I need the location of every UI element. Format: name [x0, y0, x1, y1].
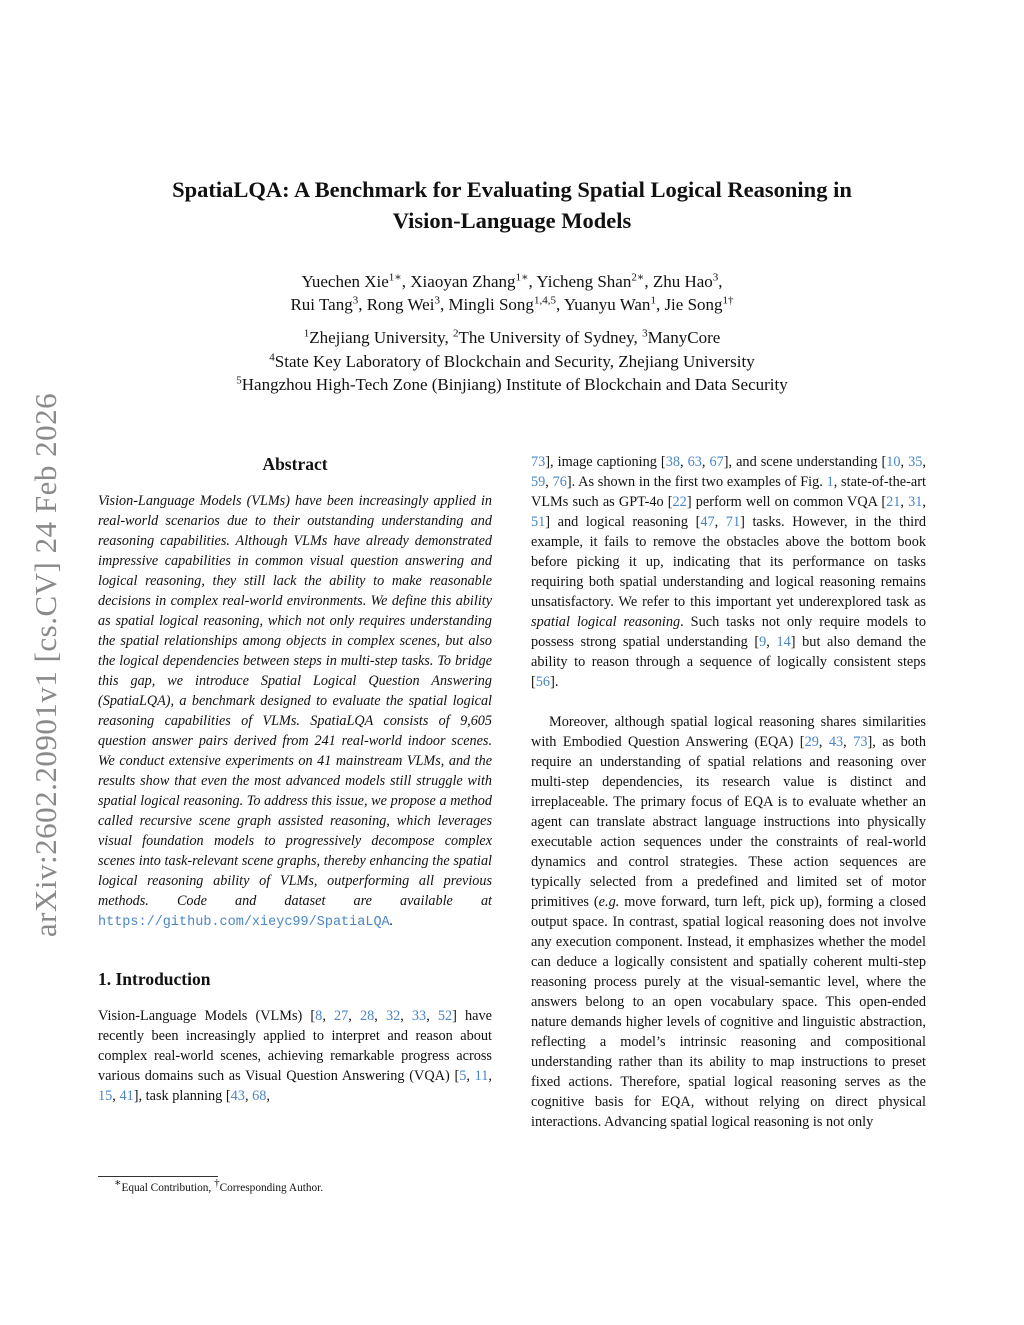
citation-link[interactable]: 47	[700, 514, 715, 530]
affil-mark: 5	[236, 374, 242, 387]
citation-link[interactable]: 35	[908, 454, 923, 470]
citation-link[interactable]: 63	[687, 454, 702, 470]
text-run: ] but also demand the ability to reason through a sequence of logically consistent steps [	[531, 634, 926, 690]
affil-mark: 2	[453, 327, 459, 340]
citation-link[interactable]: 76	[552, 474, 567, 490]
text-run: ] perform well on common VQA [	[686, 494, 887, 510]
author-affil-mark: 1†	[722, 294, 734, 307]
author: Zhu Hao	[652, 272, 713, 291]
author-affil-mark: 3	[434, 294, 440, 307]
affiliation: ManyCore	[647, 328, 721, 347]
text-run: move forward, turn left, pick up), forming a closed output space. In contrast, spatial logical reasoning does not involve any execution component. Instead, it emphasizes whether the model can deduce a logically consistent and spatially coherent multi-step reasoning process purely at the visual-semantic level, where the answers belong to an open vocabulary space. This open-ended nature demands higher levels of cognitive and linguistic abstraction, reflecting a model’s intrinsic reasoning and compositional understanding rather than its ability to map instructions to preset fixed actions. Therefore, spatial logical reasoning serves as the cognitive basis for EQA, without relying on direct physical interactions. Advancing spatial logical reasoning is not only	[531, 894, 926, 1130]
citation-link[interactable]: 29	[804, 734, 819, 750]
affiliation: Hangzhou High-Tech Zone (Binjiang) Institute of Blockchain and Data Security	[241, 375, 788, 394]
affil-mark: 4	[269, 350, 275, 363]
citation-link[interactable]: 71	[725, 514, 741, 530]
intro-paragraph: Vision-Language Models (VLMs) [8, 27, 28, 32, 33, 52] have recently been increasingly applied to interpret and reason about complex real-world scenes, achieving remarkable progress across various domains such as Visual Question Answering (VQA) [5, 11, 15, 41], task planning [43, 68,	[98, 1008, 493, 1104]
author-list: Yuechen Xie$^{1∗}$, Xiaoyan Zhang$^{1∗}$, Yicheng Shan$^{2∗}$, Zhu Hao$^3$, Rui Tang$^3$, Rong Wei$^3$, Mingli Song$^{1,4,5}$, Yuanyu Wan$^1$, Jie Song$^{1\dagger}$	[290, 271, 734, 314]
paragraph-gap	[531, 692, 926, 712]
abstract-heading: Abstract	[262, 454, 328, 474]
citation-link[interactable]: 14	[776, 634, 791, 650]
citation-link[interactable]: 43	[828, 734, 844, 750]
intro-paragraph-continued: 73], image captioning [38, 63, 67], and scene understanding [10, 35, 59, 76]. As shown in the first two examples of Fig. 1, state-of-the-art VLMs such as GPT-4o [22] perform well on common VQA [21, 31, 51] and logical reasoning [47, 71] tasks. However, in the third example, it fails to remove the obstacles above the bottom book before picking it up, indicating that its performance on tasks requiring both spatial understanding and logical reasoning remains unsatisfactory. We refer to this important yet underexplored task as spatial logical reasoning. Such tasks not only require models to possess strong spatial understanding [9, 14] but also demand the ability to reason through a sequence of logically consistent steps [56].	[531, 454, 926, 690]
citation-link[interactable]: 33	[411, 1008, 427, 1024]
citation-link[interactable]: 11	[474, 1068, 489, 1084]
citation-link[interactable]: 8	[315, 1008, 323, 1024]
citation-link[interactable]: 5	[459, 1068, 467, 1084]
text-run: , state-of-the-art VLMs such as GPT-4o [	[531, 474, 926, 510]
author: Rong Wei	[366, 295, 435, 314]
citation-link[interactable]: 41	[119, 1088, 134, 1104]
introduction-heading: 1. Introduction	[98, 969, 211, 989]
text-run: ], as both require an understanding of spatial relations and reasoning over multi-step dependencies, its research value is distinct and irreplaceable. The primary focus of EQA is to evaluate whether an agent can translate abstract language instructions into physically executable action sequences under the constraints of real-world dynamics and control strategies. These action sequences are typically selected from a predefined and limited set of motor primitives (	[531, 734, 927, 910]
footnote-text: Equal Contribution,	[121, 1182, 215, 1194]
author: Yuechen Xie	[301, 272, 389, 291]
text-run: ]. As shown in the first two examples of Fig.	[566, 474, 827, 490]
text-run: ], and scene understanding [	[723, 454, 887, 470]
affil-mark: 3	[642, 327, 648, 340]
footnote-mark: †	[214, 1177, 220, 1190]
citation-link[interactable]: 31	[908, 494, 923, 510]
author: Rui Tang	[290, 295, 353, 314]
author-affil-mark: 1	[650, 294, 656, 307]
author: Xiaoyan Zhang	[410, 272, 516, 291]
citation-link[interactable]: 56	[535, 674, 551, 690]
author: Mingli Song	[448, 295, 534, 314]
text-run: ], task planning [	[133, 1088, 231, 1104]
author: Yicheng Shan	[536, 272, 632, 291]
title-line-1: SpatiaLQA: A Benchmark for Evaluating Spatial Logical Reasoning in	[172, 177, 852, 202]
citation-link[interactable]: 32	[385, 1008, 401, 1024]
text-run: ].	[550, 674, 559, 690]
citation-link[interactable]: 9	[759, 634, 767, 650]
citation-link[interactable]: 15	[98, 1088, 113, 1104]
affil-mark: 1	[303, 327, 310, 340]
citation-link[interactable]: 51	[531, 514, 546, 530]
author: Yuanyu Wan	[563, 295, 651, 314]
abstract-body: Vision-Language Models (VLMs) have been increasingly applied in real-world scenarios due to their outstanding understanding and reasoning capabilities. Although VLMs have already demonstrated impressive capabilities in common visual question answering and logical reasoning, they still lack the ability to make reasonable decisions in complex real-world environments. We define this ability as spatial logical reasoning, which not only requires understanding the spatial relationships among objects in complex scenes, but also the logical dependencies between steps in multi-step tasks. To bridge this gap, we introduce Spatial Logical Question Answering (SpatiaLQA), a benchmark designed to evaluate the spatial logical reasoning capabilities of VLMs. SpatiaLQA consists of 9,605 question answer pairs derived from 241 real-world indoor scenes. We conduct extensive experiments on 41 mainstream VLMs, and the results show that even the most advanced models still struggle with spatial logical reasoning. To address this issue, we propose a method called recursive scene graph assisted reasoning, which leverages visual foundation models to progressively decompose complex scenes into task-relevant scene graphs, thereby enhancing the spatial logical reasoning ability of VLMs, outperforming all previous methods. Code and dataset are available at	[98, 493, 492, 909]
citation-link[interactable]: 38	[665, 454, 680, 470]
citation-link[interactable]: 10	[886, 454, 901, 470]
affiliation: Zhejiang University,	[309, 328, 454, 347]
arxiv-sidebar	[22, 370, 70, 960]
citation-link[interactable]: 43	[230, 1088, 245, 1104]
emphasis: spatial logical reasoning	[531, 614, 681, 630]
text-run: ] tasks. However, in the third example, it fails to remove the obstacles above the bottom book before picking it up, indicating that its performance on tasks requiring both spatial understanding and logical reasoning remains unsatisfactory. We refer to this important yet underexplored task as	[531, 514, 926, 610]
emphasis: e.g.	[598, 894, 620, 910]
affiliation: The University of Sydney,	[458, 328, 643, 347]
paper-title	[100, 174, 924, 236]
citation-link[interactable]: 21	[886, 494, 901, 510]
text-run: ] and logical reasoning [	[545, 514, 701, 530]
author-affil-mark: 3	[352, 294, 359, 307]
author-affil-mark: 2∗	[631, 271, 645, 284]
affiliation: State Key Laboratory of Blockchain and Security, Zhejiang University	[274, 351, 755, 371]
citation-link[interactable]: 52	[437, 1008, 453, 1024]
affiliation-list	[100, 326, 924, 397]
abstract-text	[98, 491, 492, 933]
citation-link[interactable]: 28	[359, 1008, 375, 1024]
citation-link[interactable]: 73	[531, 454, 546, 470]
footnote	[98, 1176, 492, 1196]
author: Jie Song	[664, 295, 723, 314]
footnote-text: Corresponding Author.	[219, 1182, 324, 1194]
text-run: . Such tasks not only require models to possess strong spatial understanding [	[531, 614, 926, 650]
author-affil-mark: 1,4,5	[533, 294, 556, 307]
author-affil-mark: 1∗	[388, 271, 402, 284]
text-run: ] have recently been increasingly applied to interpret and reason about complex real-world scenes, achieving remarkable progress across various domains such as Visual Question Answering (VQA) [	[98, 1008, 493, 1084]
text-run: ], image captioning [	[545, 454, 666, 470]
author-affil-mark: 1∗	[515, 271, 529, 284]
eqa-paragraph: Moreover, although spatial logical reasoning shares similarities with Embodied Question Answering (EQA) [29, 43, 73], as both require an understanding of spatial relations and reasoning over multi-step dependencies, its research value is distinct and irreplaceable. The primary focus of EQA is to evaluate whether an agent can translate abstract language instructions into physically executable action sequences under the constraints of real-world dynamics and control strategies. These action sequences are typically selected from a predefined and limited set of motor primitives (e.g. move forward, turn left, pick up), forming a closed output space. In contrast, spatial logical reasoning does not involve any execution component. Instead, it emphasizes whether the model can deduce a logically consistent and spatially coherent multi-step reasoning process purely at the visual-semantic level, where the answers belong to an open vocabulary space. This open-ended nature demands higher levels of cognitive and linguistic abstraction, reflecting a model’s intrinsic reasoning and compositional understanding rather than its ability to map instructions to preset fixed actions. Therefore, spatial logical reasoning serves as the cognitive basis for EQA, without relying on direct physical interactions. Advancing spatial logical reasoning is not only	[531, 714, 927, 1130]
citation-link[interactable]: 68	[252, 1088, 267, 1104]
code-link[interactable]: https://github.com/xieyc99/SpatiaLQA	[98, 915, 390, 930]
text-run: Vision-Language Models (VLMs) [	[98, 1008, 316, 1024]
author-affil-mark: 3	[712, 271, 719, 284]
footnote-mark: ∗	[114, 1177, 122, 1190]
arxiv-identifier: arXiv:2602.20901v1 [cs.CV] 24 Feb 2026	[28, 392, 64, 938]
left-column	[98, 452, 492, 1106]
citation-link[interactable]: 27	[334, 1008, 349, 1024]
citation-link[interactable]: 22	[672, 494, 687, 510]
citation-link[interactable]: 59	[531, 474, 546, 490]
title-line-2: Vision-Language Models	[392, 208, 632, 233]
citation-link[interactable]: 73	[853, 734, 868, 750]
text-run: Moreover, although spatial logical reasoning shares similarities with Embodied Question Answering (EQA) [	[531, 714, 926, 750]
right-column	[531, 452, 926, 1132]
figure-link[interactable]: 1	[826, 474, 834, 490]
abstract-end: .	[389, 913, 394, 929]
citation-link[interactable]: 67	[709, 454, 724, 470]
